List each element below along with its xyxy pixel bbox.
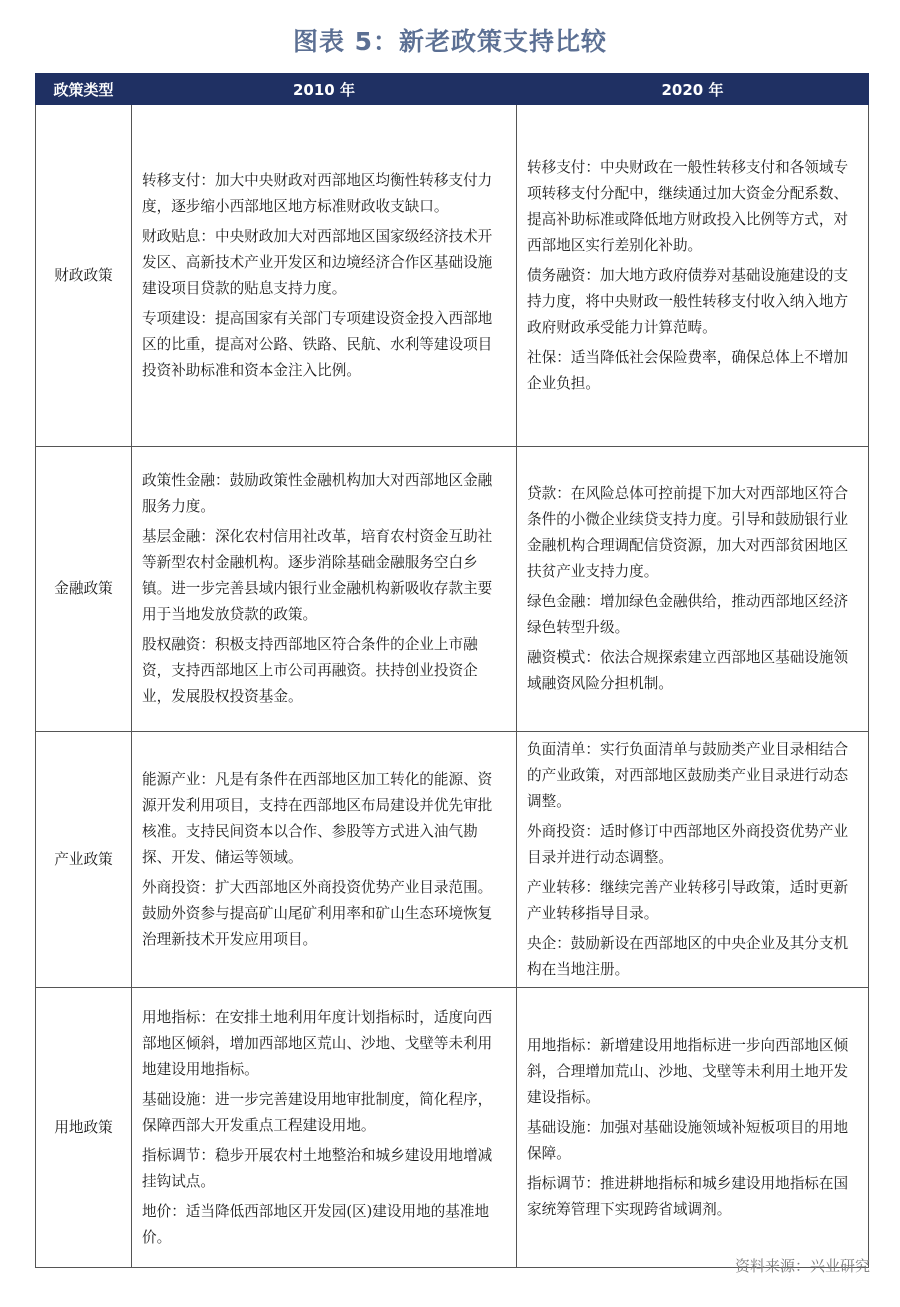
- policy-item: 债务融资：加大地方政府债券对基础设施建设的支持力度，将中央财政一般性转移支付收入纳入地方政府财政承受能力计算范畴。: [527, 266, 849, 336]
- policy-item: 基础设施：加强对基础设施领域补短板项目的用地保障。: [527, 1118, 849, 1162]
- policy-item: 财政贴息：中央财政加大对西部地区国家级经济技术开发区、高新技术产业开发区和边境经济合作区基础设施建设项目贷款的贴息支持力度。: [142, 227, 493, 297]
- table-row: [36, 447, 869, 732]
- policy-item: 政策性金融：鼓励政策性金融机构加大对西部地区金融服务力度。: [142, 472, 493, 515]
- policy-comparison-table: [35, 73, 869, 1268]
- policy-item: 转移支付：加大中央财政对西部地区均衡性转移支付力度，逐步缩小西部地区地方标准财政收支缺口。: [142, 171, 493, 215]
- policy-item: 地价：适当降低西部地区开发园(区)建设用地的基准地价。: [142, 1202, 490, 1246]
- policy-item: 股权融资：积极支持西部地区符合条件的企业上市融资，支持西部地区上市公司再融资。扶持创业投资企业，发展股权投资基金。: [142, 636, 478, 705]
- policy-item: 专项建设：提高国家有关部门专项建设资金投入西部地区的比重，提高对公路、铁路、民航、水利等建设项目投资补助标准和资本金注入比例。: [142, 309, 493, 379]
- policy-type-cell: 金融政策: [36, 447, 132, 732]
- policy-item: 负面清单：实行负面清单与鼓励类产业目录相结合的产业政策，对西部地区鼓励类产业目录进行动态调整。: [527, 740, 849, 810]
- policy-item: 转移支付：中央财政在一般性转移支付和各领域专项转移支付分配中，继续通过加大资金分配系数、提高补助标准或降低地方财政投入比例等方式，对西部地区实行差别化补助。: [527, 158, 849, 254]
- policy-item: 能源产业：凡是有条件在西部地区加工转化的能源、资源开发利用项目，支持在西部地区布局建设并优先审批核准。支持民间资本以合作、参股等方式进入油气勘探、开发、储运等领域。: [142, 770, 493, 866]
- header-policy-type: 政策类型: [36, 74, 132, 105]
- policy-2020-cell: [517, 732, 869, 988]
- policy-2010-cell: [132, 732, 517, 988]
- policy-item: 外商投资：扩大西部地区外商投资优势产业目录范围。鼓励外资参与提高矿山尾矿利用率和矿山生态环境恢复治理新技术开发应用项目。: [142, 878, 493, 948]
- policy-item: 基层金融：深化农村信用社改革，培育农村资金互助社等新型农村金融机构。逐步消除基础金融服务空白乡镇。进一步完善县域内银行业金融机构新吸收存款主要用于当地发放贷款的政策。: [142, 528, 493, 623]
- header-2020: 2020 年: [517, 74, 869, 105]
- page-title: 图表 5：新老政策支持比较: [292, 27, 608, 56]
- source-note: 资料来源：兴业研究: [734, 1257, 870, 1275]
- policy-item: 基础设施：进一步完善建设用地审批制度，简化程序，保障西部大开发重点工程建设用地。: [142, 1090, 493, 1134]
- policy-type-cell: 产业政策: [36, 732, 132, 988]
- policy-item: 用地指标：在安排土地利用年度计划指标时，适度向西部地区倾斜，增加西部地区荒山、沙地、戈壁等未利用地建设用地指标。: [142, 1008, 493, 1078]
- policy-item: 绿色金融：增加绿色金融供给，推动西部地区经济绿色转型升级。: [527, 593, 849, 636]
- policy-item: 央企：鼓励新设在西部地区的中央企业及其分支机构在当地注册。: [527, 934, 849, 978]
- policy-2020-cell: [517, 447, 869, 732]
- policy-2010-cell: [132, 105, 517, 447]
- policy-item: 外商投资：适时修订中西部地区外商投资优势产业目录并进行动态调整。: [527, 822, 849, 866]
- policy-type-cell: 财政政策: [36, 105, 132, 447]
- policy-item: 产业转移：继续完善产业转移引导政策，适时更新产业转移指导目录。: [527, 878, 849, 922]
- policy-item: 用地指标：新增建设用地指标进一步向西部地区倾斜，合理增加荒山、沙地、戈壁等未利用土地开发建设指标。: [527, 1036, 849, 1106]
- table-row: [36, 732, 869, 988]
- policy-item: 融资模式：依法合规探索建立西部地区基础设施领域融资风险分担机制。: [527, 649, 849, 692]
- policy-item: 指标调节：推进耕地指标和城乡建设用地指标在国家统筹管理下实现跨省域调剂。: [527, 1174, 849, 1218]
- policy-item: 社保：适当降低社会保险费率，确保总体上不增加企业负担。: [527, 348, 849, 392]
- table-row: [36, 105, 869, 447]
- policy-2020-cell: [517, 105, 869, 447]
- table-row: [36, 988, 869, 1268]
- policy-2020-cell: [517, 988, 869, 1268]
- policy-2010-cell: [132, 447, 517, 732]
- policy-2010-cell: [132, 988, 517, 1268]
- table-header-row: [36, 74, 869, 105]
- policy-item: 指标调节：稳步开展农村土地整治和城乡建设用地增减挂钩试点。: [142, 1146, 493, 1190]
- policy-type-cell: 用地政策: [36, 988, 132, 1268]
- policy-item: 贷款：在风险总体可控前提下加大对西部地区符合条件的小微企业续贷支持力度。引导和鼓励银行业金融机构合理调配信贷资源，加大对西部贫困地区扶贫产业支持力度。: [527, 485, 849, 580]
- header-2010: 2010 年: [132, 74, 517, 105]
